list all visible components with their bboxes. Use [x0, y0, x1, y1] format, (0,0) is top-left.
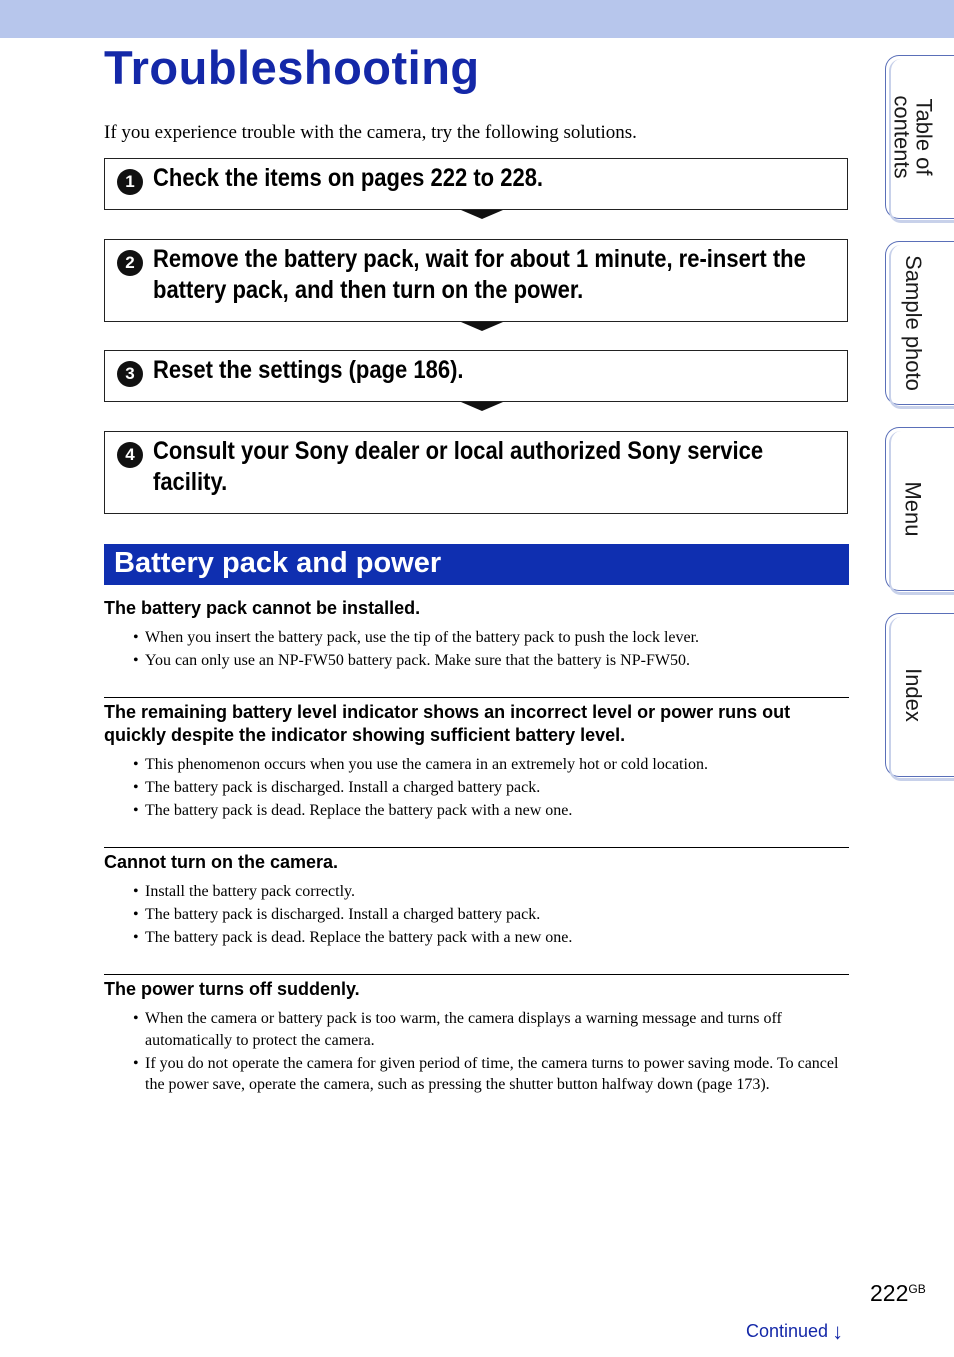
step-2-box: [104, 239, 848, 322]
section-header: [104, 544, 849, 585]
answer-list: [133, 881, 848, 950]
answer-list: [133, 627, 848, 673]
page-title: Troubleshooting: [104, 41, 480, 94]
divider: [104, 974, 849, 975]
step-number: 3: [117, 361, 143, 387]
step-text: Consult your Sony dealer or local authorized Sony service facility.: [153, 437, 764, 496]
tab-menu[interactable]: [885, 427, 954, 591]
step-3-box: [104, 350, 848, 402]
step-text: Reset the settings (page 186).: [153, 356, 464, 384]
step-number: 4: [117, 442, 143, 468]
divider: [104, 697, 849, 698]
step-4-box: [104, 431, 848, 514]
problem-question: The remaining battery level indicator shows an incorrect level or power runs out quickly despite the indicator showing sufficient battery level.: [104, 702, 791, 745]
section-title: Battery pack and power: [114, 547, 442, 579]
step-text: Remove the battery pack, wait for about 1 minute, re-insert the battery pack, and then turn on the power.: [153, 245, 806, 304]
step-1-box: [104, 158, 848, 210]
problem-question: Cannot turn on the camera.: [104, 852, 339, 872]
page-number: $222^{GB}$: [870, 1280, 926, 1306]
tab-index[interactable]: [885, 613, 954, 777]
intro-text: If you experience trouble with the camera, try the following solutions.: [104, 122, 637, 143]
step-number: 1: [117, 169, 143, 195]
tab-label: Index: [900, 668, 926, 722]
down-arrow-icon: ↓: [832, 1319, 844, 1344]
list-item: • When you insert the battery pack, use the tip of the battery pack to push the lock lever.: [133, 627, 848, 649]
list-item: • The battery pack is dead. Replace the battery pack with a new one.: [133, 800, 848, 822]
continued-link[interactable]: Continued ↓: [746, 1319, 844, 1344]
tab-table-of-contents[interactable]: [885, 55, 954, 219]
down-arrow-icon: [461, 402, 503, 411]
tab-label: Menu: [900, 481, 926, 537]
list-item: • This phenomenon occurs when you use the camera in an extremely hot or cold location.: [133, 754, 848, 776]
down-arrow-icon: [461, 322, 503, 331]
tab-label: Sample photo: [900, 255, 926, 391]
problem-question: The battery pack cannot be installed.: [104, 598, 421, 618]
answer-list: [133, 754, 848, 823]
list-item: • Install the battery pack correctly.: [133, 881, 848, 903]
step-text: Check the items on pages 222 to 228.: [153, 164, 544, 192]
list-item: • The battery pack is discharged. Install a charged battery pack.: [133, 777, 848, 799]
down-arrow-icon: [461, 210, 503, 219]
top-band: [0, 0, 954, 38]
list-item: • The battery pack is dead. Replace the battery pack with a new one.: [133, 927, 848, 949]
list-item: • When the camera or battery pack is too warm, the camera displays a warning message and turns off automatically to protect the camera.: [133, 1008, 848, 1051]
answer-list: [133, 1008, 848, 1097]
tab-sample-photo[interactable]: [885, 241, 954, 405]
list-item: • You can only use an NP-FW50 battery pack. Make sure that the battery is NP-FW50.: [133, 650, 848, 672]
problem-question: The power turns off suddenly.: [104, 979, 360, 999]
list-item: • If you do not operate the camera for given period of time, the camera turns to power saving mode. To cancel the power save, operate the camera, such as pressing the shutter button halfway down (page 173).: [133, 1053, 848, 1096]
step-number: 2: [117, 250, 143, 276]
list-item: • The battery pack is discharged. Install a charged battery pack.: [133, 904, 848, 926]
divider: [104, 847, 849, 848]
tab-label: Table of contents: [889, 95, 937, 179]
